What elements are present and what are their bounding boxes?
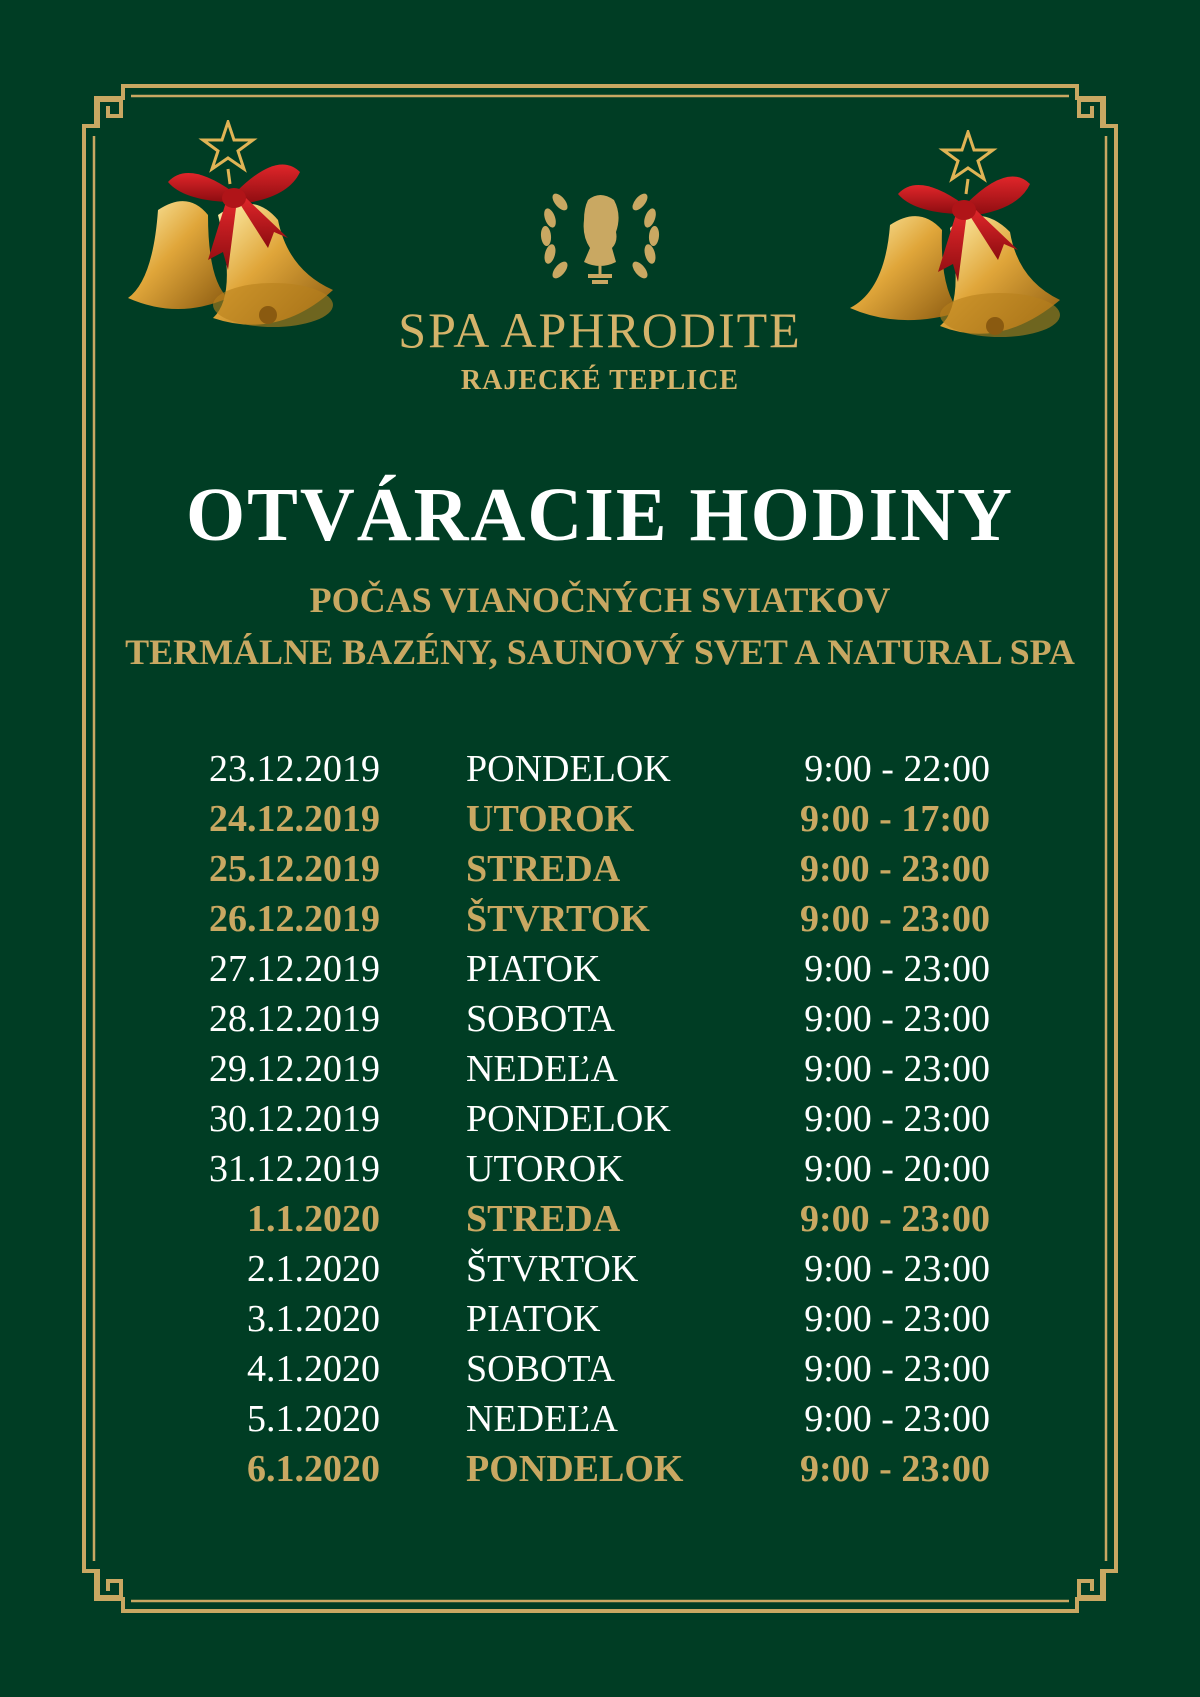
schedule-day: SOBOTA (466, 1348, 615, 1390)
schedule-day: NEDEĽA (466, 1048, 618, 1090)
schedule-hours: 9:00 - 23:00 (800, 1448, 990, 1490)
schedule-date: 24.12.2019 (209, 798, 380, 840)
schedule-day: ŠTVRTOK (466, 898, 650, 940)
subtitle-facilities: TERMÁLNE BAZÉNY, SAUNOVÝ SVET A NATURAL SPA (125, 632, 1075, 672)
schedule-row (0, 944, 1200, 994)
schedule-row (0, 844, 1200, 894)
schedule-hours: 9:00 - 23:00 (804, 1048, 990, 1090)
schedule-row (0, 1344, 1200, 1394)
aphrodite-laurel-logo-icon (530, 170, 670, 300)
schedule-row (0, 1294, 1200, 1344)
schedule-hours: 9:00 - 23:00 (804, 998, 990, 1040)
schedule-row (0, 1444, 1200, 1494)
schedule-day: PIATOK (466, 948, 601, 990)
schedule-hours: 9:00 - 20:00 (804, 1148, 990, 1190)
schedule-date: 4.1.2020 (247, 1348, 380, 1390)
schedule-row (0, 1194, 1200, 1244)
schedule-row (0, 794, 1200, 844)
schedule-row (0, 994, 1200, 1044)
schedule-date: 2.1.2020 (247, 1248, 380, 1290)
schedule-date: 3.1.2020 (247, 1298, 380, 1340)
schedule-day: NEDEĽA (466, 1398, 618, 1440)
schedule-hours: 9:00 - 23:00 (804, 948, 990, 990)
schedule-date: 5.1.2020 (247, 1398, 380, 1440)
schedule-date: 31.12.2019 (209, 1148, 380, 1190)
page-title: OTVÁRACIE HODINY (186, 473, 1014, 557)
schedule-date: 6.1.2020 (247, 1448, 380, 1490)
schedule-hours: 9:00 - 22:00 (804, 748, 990, 790)
schedule-day: UTOROK (466, 798, 635, 840)
schedule-row (0, 1094, 1200, 1144)
schedule-date: 30.12.2019 (209, 1098, 380, 1140)
schedule-row (0, 1044, 1200, 1094)
schedule-hours: 9:00 - 23:00 (804, 1348, 990, 1390)
schedule-row (0, 894, 1200, 944)
brand-location: RAJECKÉ TEPLICE (460, 365, 740, 396)
schedule-date: 27.12.2019 (209, 948, 380, 990)
schedule-hours: 9:00 - 23:00 (800, 1198, 990, 1240)
schedule-day: STREDA (466, 848, 621, 890)
schedule-day: PONDELOK (466, 1448, 684, 1490)
schedule-hours: 9:00 - 23:00 (804, 1098, 990, 1140)
schedule-date: 23.12.2019 (209, 748, 380, 790)
schedule-day: ŠTVRTOK (466, 1248, 639, 1290)
schedule-date: 28.12.2019 (209, 998, 380, 1040)
schedule-row (0, 1244, 1200, 1294)
schedule-date: 25.12.2019 (209, 848, 380, 890)
schedule-date: 26.12.2019 (209, 898, 380, 940)
schedule-hours: 9:00 - 17:00 (800, 798, 990, 840)
schedule-row (0, 1394, 1200, 1444)
schedule-day: PONDELOK (466, 748, 671, 790)
schedule-hours: 9:00 - 23:00 (804, 1398, 990, 1440)
brand-name: SPA APHRODITE (398, 302, 802, 358)
schedule-day: STREDA (466, 1198, 621, 1240)
schedule-hours: 9:00 - 23:00 (800, 848, 990, 890)
schedule-row (0, 744, 1200, 794)
schedule-hours: 9:00 - 23:00 (804, 1298, 990, 1340)
schedule-day: UTOROK (466, 1148, 624, 1190)
subtitle-holidays: POČAS VIANOČNÝCH SVIATKOV (309, 580, 891, 620)
schedule-day: PONDELOK (466, 1098, 671, 1140)
schedule-hours: 9:00 - 23:00 (800, 898, 990, 940)
schedule-hours: 9:00 - 23:00 (804, 1248, 990, 1290)
schedule-row (0, 1144, 1200, 1194)
schedule-date: 29.12.2019 (209, 1048, 380, 1090)
schedule-day: PIATOK (466, 1298, 601, 1340)
schedule-day: SOBOTA (466, 998, 615, 1040)
schedule-date: 1.1.2020 (247, 1198, 380, 1240)
